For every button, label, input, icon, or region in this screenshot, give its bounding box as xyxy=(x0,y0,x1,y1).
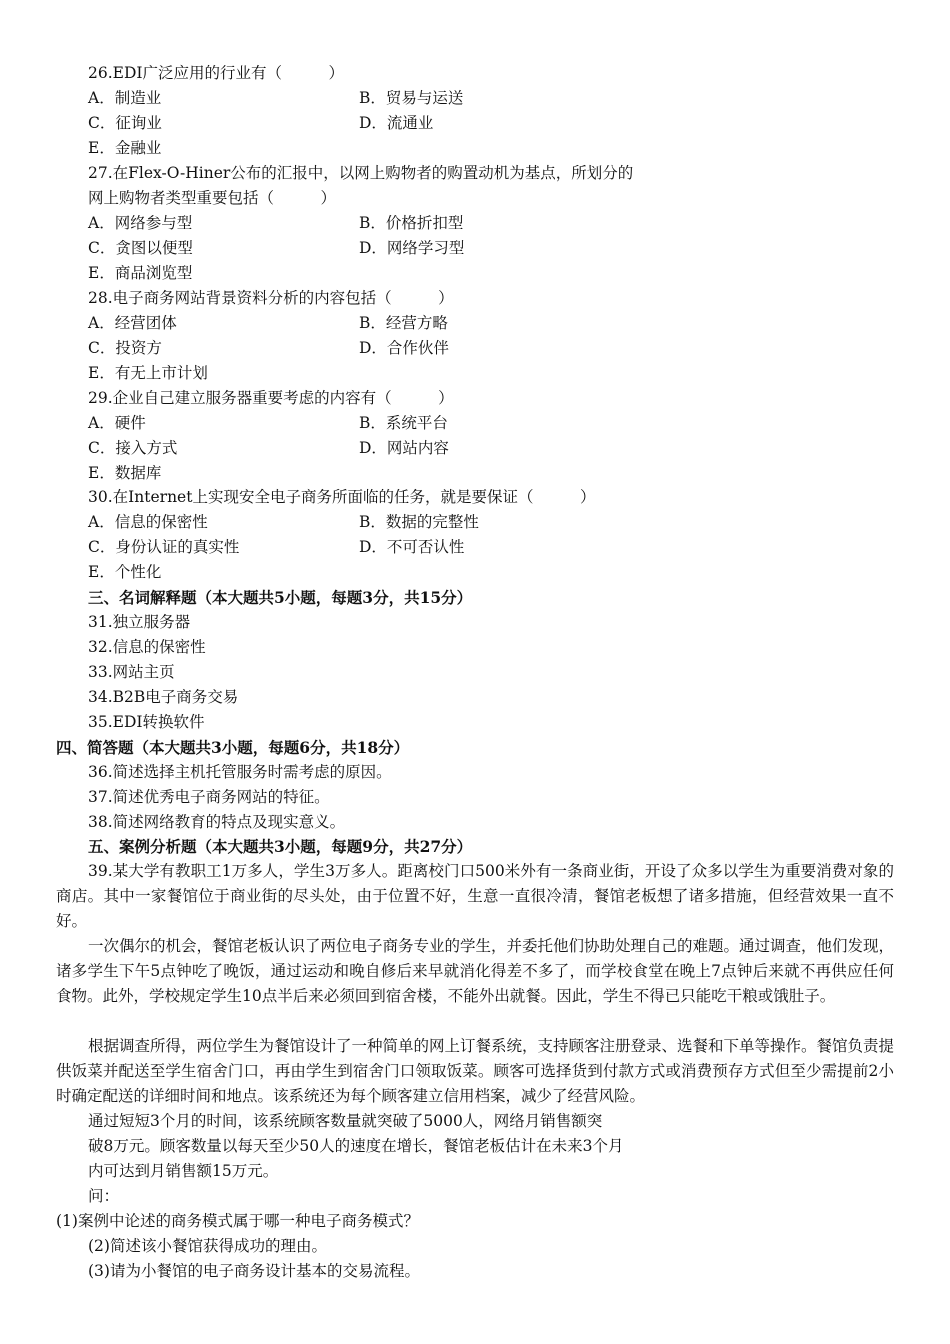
q26-option-b: B．贸易与运送 xyxy=(359,89,464,107)
case-paragraph-4-line2: 破8万元。顾客数量以每天至少50人的速度在增长，餐馆老板估计在未来3个月 xyxy=(88,1137,624,1155)
q29-stem: 29.企业自己建立服务器重要考虑的内容有（ ） xyxy=(88,389,454,407)
q29-option-e: E．数据库 xyxy=(88,464,162,482)
section4-heading: 四、简答题（本大题共3小题，每题6分，共18分） xyxy=(56,738,410,757)
q28-option-c: C．投资方 xyxy=(88,339,162,357)
q27-option-d: D．网络学习型 xyxy=(359,239,465,257)
q29-option-d: D．网站内容 xyxy=(359,439,449,457)
case-paragraph-3: 根据调查所得，两位学生为餐馆设计了一种简单的网上订餐系统，支持顾客注册登录、选餐和下单等操作。餐馆负责提供饭菜并配送至学生宿舍门口，再由学生到宿舍门口领取饭菜。顾客可选择货到付款方式或消费预存方式但至少需提前2小时确定配送的详细时间和地点。该系统还为每个顾客建立信用档案，减少了经营风险。 xyxy=(56,1037,895,1105)
q27-option-a: A．网络参与型 xyxy=(88,214,193,232)
case-paragraph-4-line1: 通过短短3个月的时间，该系统顾客数量就突破了5000人，网络月销售额突 xyxy=(88,1112,603,1130)
case-paragraph-2: 一次偶尔的机会，餐馆老板认识了两位电子商务专业的学生，并委托他们协助处理自己的难题。通过调查，他们发现，诸多学生下午5点钟吃了晚饭，通过运动和晚自修后来早就消化得差不多了，而学校食堂在晚上7点钟后来就不再供应任何食物。此外，学校规定学生10点半后来必须回到宿舍楼，不能外出就餐。因此，学生不得已只能吃干粮或饿肚子。 xyxy=(56,937,895,1005)
case-question-3: (3)请为小餐馆的电子商务设计基本的交易流程。 xyxy=(88,1262,420,1280)
q28-option-b: B．经营方略 xyxy=(359,314,448,332)
case-question-2: (2)简述该小餐馆获得成功的理由。 xyxy=(88,1237,327,1255)
q28-option-a: A．经营团体 xyxy=(88,314,177,332)
q28-option-e: E．有无上市计划 xyxy=(88,364,208,382)
q28-stem: 28.电子商务网站背景资料分析的内容包括（ ） xyxy=(88,289,454,307)
short-answer-38: 38.简述网络教育的特点及现实意义。 xyxy=(88,813,346,831)
q27-option-c: C．贪图以便型 xyxy=(88,239,193,257)
q26-option-c: C．征询业 xyxy=(88,114,162,132)
case-paragraph-4-line3: 内可达到月销售额15万元。 xyxy=(88,1162,279,1180)
section3-heading: 三、名词解释题（本大题共5小题，每题3分，共15分） xyxy=(88,588,473,607)
q27-option-e: E．商品浏览型 xyxy=(88,264,193,282)
q30-stem: 30.在Internet上实现安全电子商务所面临的任务，就是要保证（ ） xyxy=(88,488,596,506)
term-item-32: 32.信息的保密性 xyxy=(88,638,206,656)
q26-option-a: A．制造业 xyxy=(88,89,162,107)
q27-stem-line2: 网上购物者类型重要包括（ ） xyxy=(88,189,337,207)
q30-option-b: B．数据的完整性 xyxy=(359,513,479,531)
q30-option-d: D．不可否认性 xyxy=(359,538,465,556)
term-item-33: 33.网站主页 xyxy=(88,663,175,681)
term-item-34: 34.B2B电子商务交易 xyxy=(88,688,239,706)
q30-option-c: C．身份认证的真实性 xyxy=(88,538,240,556)
q27-stem-line1: 27.在Flex-O-Hiner公布的汇报中，以网上购物者的购置动机为基点，所划分的 xyxy=(88,164,634,182)
case-paragraph-1: 39.某大学有教职工1万多人，学生3万多人。距离校门口500米外有一条商业街，开设了众多以学生为重要消费对象的商店。其中一家餐馆位于商业街的尽头处，由于位置不好，生意一直很冷清，餐馆老板想了诸多措施，但经营效果一直不好。 xyxy=(56,862,894,930)
q29-option-a: A．硬件 xyxy=(88,414,146,432)
q26-option-d: D．流通业 xyxy=(359,114,434,132)
q27-option-b: B．价格折扣型 xyxy=(359,214,464,232)
q26-stem: 26.EDI广泛应用的行业有（ ） xyxy=(88,64,345,82)
case-ask-label: 问： xyxy=(88,1187,120,1205)
q28-option-d: D．合作伙伴 xyxy=(359,339,449,357)
short-answer-36: 36.简述选择主机托管服务时需考虑的原因。 xyxy=(88,763,392,781)
term-item-35: 35.EDI转换软件 xyxy=(88,713,205,731)
q29-option-c: C．接入方式 xyxy=(88,439,178,457)
short-answer-37: 37.简述优秀电子商务网站的特征。 xyxy=(88,788,330,806)
case-question-1: (1)案例中论述的商务模式属于哪一种电子商务模式？ xyxy=(56,1212,419,1230)
section5-heading: 五、案例分析题（本大题共3小题，每题9分，共27分） xyxy=(88,837,473,856)
term-item-31: 31.独立服务器 xyxy=(88,613,191,631)
q26-option-e: E．金融业 xyxy=(88,139,162,157)
q30-option-a: A．信息的保密性 xyxy=(88,513,208,531)
q29-option-b: B．系统平台 xyxy=(359,414,448,432)
q30-option-e: E．个性化 xyxy=(88,563,162,581)
